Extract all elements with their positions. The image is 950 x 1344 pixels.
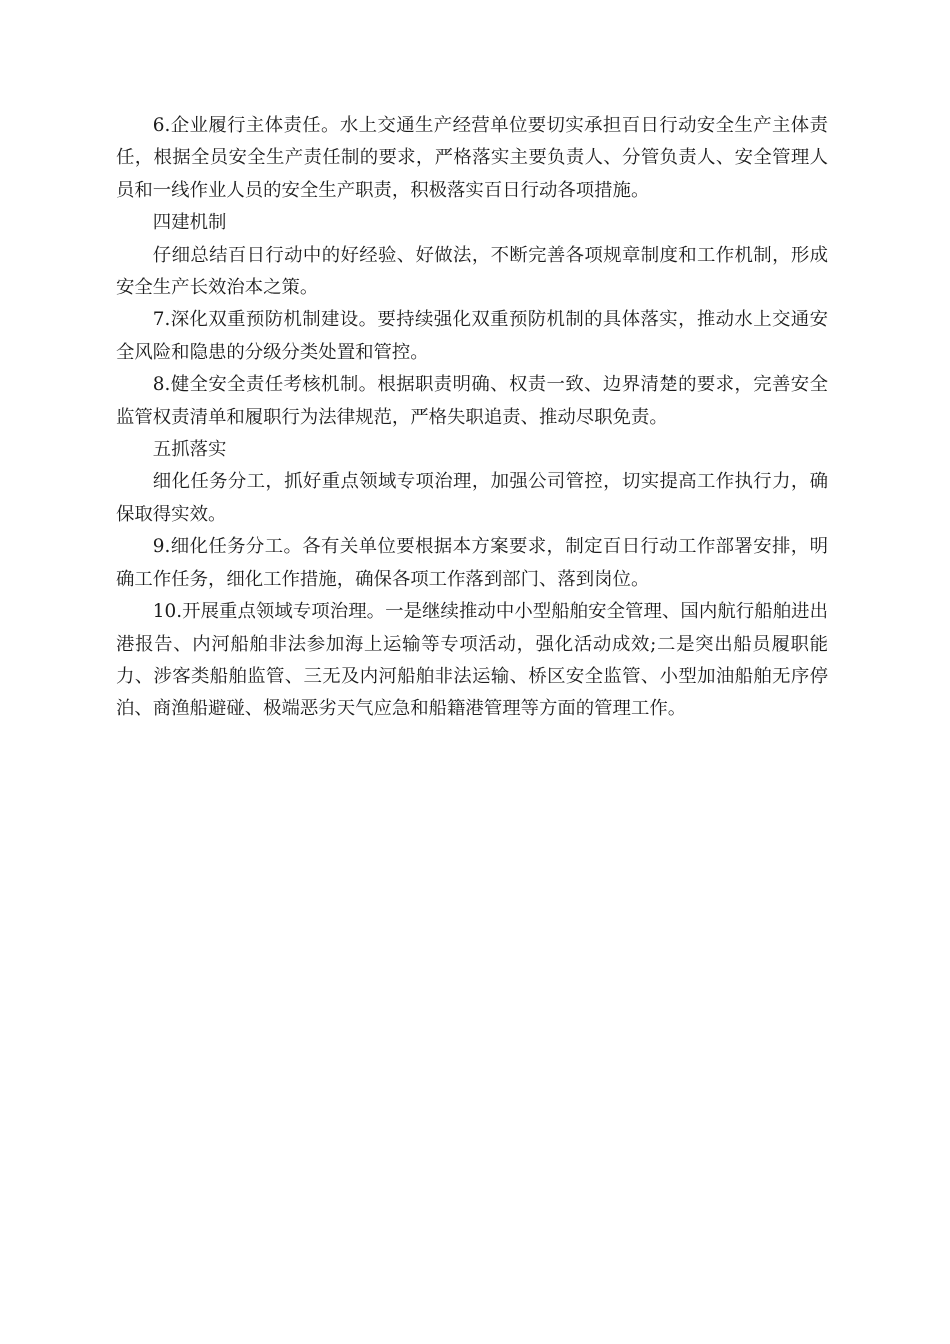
- paragraph-9-task-division: 9.细化任务分工。各有关单位要根据本方案要求，制定百日行动工作部署安排，明确工作任务，细化工作措施，确保各项工作落到部门、落到岗位。: [116, 536, 828, 590]
- paragraph-8-responsibility-assessment: 8.健全安全责任考核机制。根据职责明确、权责一致、边界清楚的要求，完善安全监管权责清单和履职行为法律规范，严格失职追责、推动尽职免责。: [116, 374, 828, 428]
- paragraph-10-special-governance: 10.开展重点领域专项治理。一是继续推动中小型船舶安全管理、国内航行船舶进出港报告、内河船舶非法参加海上运输等专项活动，强化活动成效;二是突出船员履职能力、涉客类船舶监管、三无及内河船舶非法运输、桥区安全监管、小型加油船舶无序停泊、商渔船避碰、极端恶劣天气应急和船籍港管理等方面的管理工作。: [116, 601, 828, 720]
- paragraph-implementation-intro: 细化任务分工，抓好重点领域专项治理，加强公司管控，切实提高工作执行力，确保取得实效。: [116, 471, 828, 525]
- section-heading-build-mechanisms: 四建机制: [152, 212, 227, 234]
- document-page: [116, 110, 828, 726]
- section-heading-implementation: 五抓落实: [152, 439, 227, 461]
- paragraph-build-mechanisms-intro: 仔细总结百日行动中的好经验、好做法，不断完善各项规章制度和工作机制，形成安全生产长效治本之策。: [116, 244, 828, 299]
- paragraph-6-corporate-responsibility: 6.企业履行主体责任。水上交通生产经营单位要切实承担百日行动安全生产主体责任，根据全员安全生产责任制的要求，严格落实主要负责人、分管负责人、安全管理人员和一线作业人员的安全生产职责，积极落实百日行动各项措施。: [116, 115, 828, 201]
- paragraph-7-dual-prevention: 7.深化双重预防机制建设。要持续强化双重预防机制的具体落实，推动水上交通安全风险和隐患的分级分类处置和管控。: [116, 309, 828, 363]
